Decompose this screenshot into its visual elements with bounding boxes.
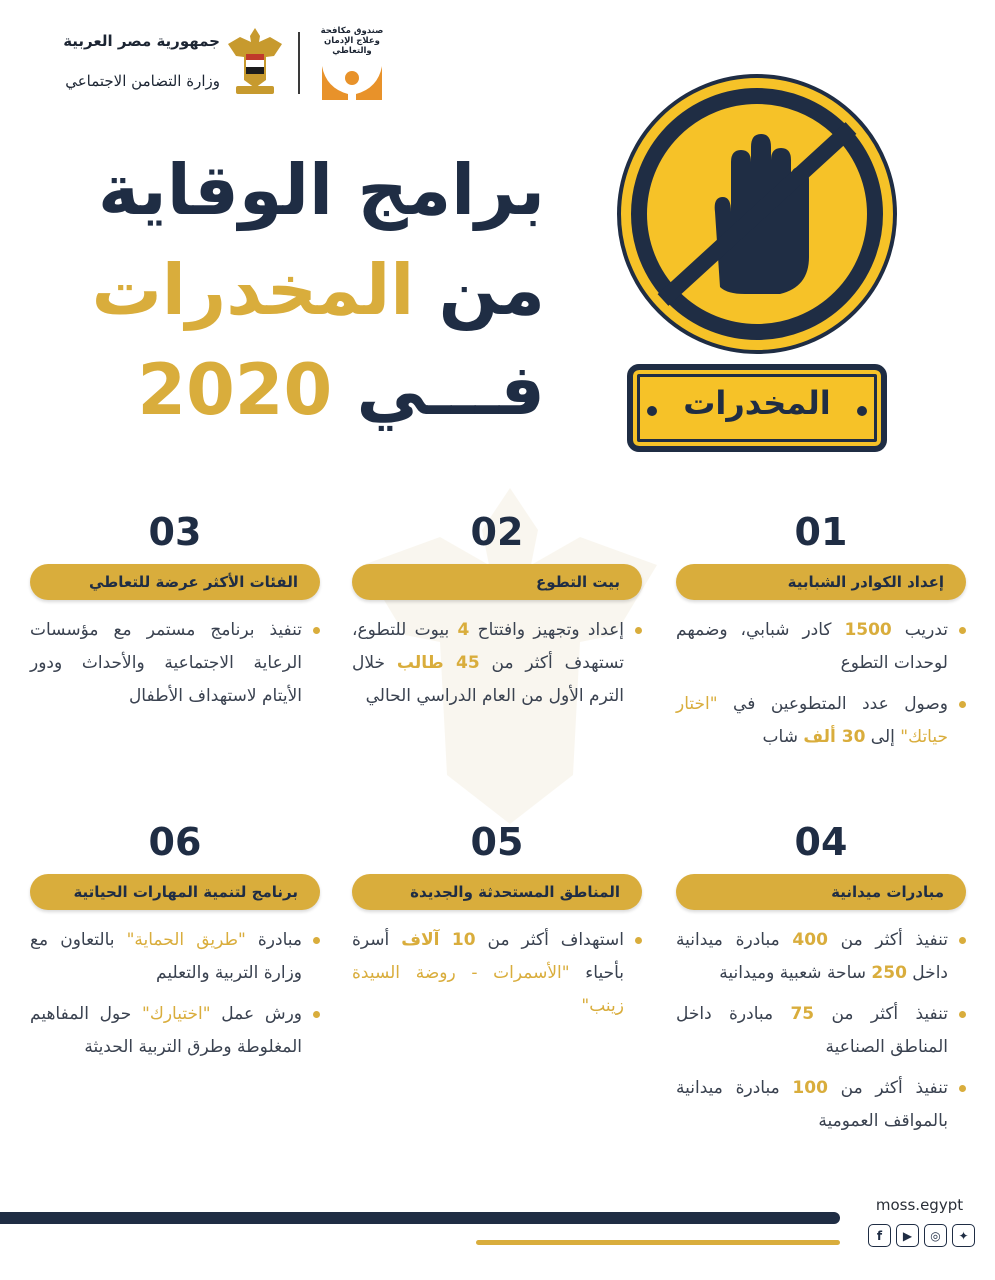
title-line-2 bbox=[60, 240, 545, 340]
section-list bbox=[676, 614, 966, 754]
section-04 bbox=[676, 818, 966, 1146]
section-05 bbox=[352, 818, 642, 1031]
twitter-icon[interactable]: ✦ bbox=[952, 1224, 975, 1247]
list-item: تنفيذ برنامج مستمر مع مؤسسات الرعاية الاجتماعية والأحداث ودور الأيتام لاستهداف الأطفال bbox=[30, 614, 320, 713]
section-list bbox=[352, 614, 642, 713]
list-item: تنفيذ أكثر من 400 مبادرة ميدانية داخل 250 ساحة شعبية وميدانية bbox=[676, 924, 966, 990]
fund-name: صندوق مكافحة وعلاج الإدمان والتعاطي bbox=[320, 26, 384, 56]
list-item: إعداد وتجهيز وافتتاح 4 بيوت للتطوع، تستهدف أكثر من 45 طالب خلال الترم الأول من العام الدراسي الحالي bbox=[352, 614, 642, 713]
list-item: وصول عدد المتطوعين في "اختار حياتك" إلى 30 ألف شاب bbox=[676, 688, 966, 754]
title-line-2-b: المخدرات bbox=[91, 249, 415, 331]
section-number: 03 bbox=[148, 510, 202, 554]
section-list bbox=[30, 614, 320, 713]
section-list bbox=[676, 924, 966, 1138]
section-number: 04 bbox=[794, 820, 848, 864]
list-item: مبادرة "طريق الحماية" بالتعاون مع وزارة التربية والتعليم bbox=[30, 924, 320, 990]
title-line-3 bbox=[60, 340, 545, 440]
section-01 bbox=[676, 508, 966, 762]
section-heading: الفئات الأكثر عرضة للتعاطي bbox=[30, 564, 320, 600]
section-02 bbox=[352, 508, 642, 721]
fund-logo bbox=[312, 24, 392, 102]
footer-accent-bar bbox=[476, 1240, 840, 1245]
ministry-name: جمهورية مصر العربية bbox=[63, 32, 220, 50]
title-year: 2020 bbox=[137, 349, 333, 431]
section-heading: مبادرات ميدانية bbox=[676, 874, 966, 910]
section-06 bbox=[30, 818, 320, 1072]
section-heading: برنامج لتنمية المهارات الحياتية bbox=[30, 874, 320, 910]
drugs-label: المخدرات bbox=[683, 384, 831, 422]
title-line-1: برامج الوقاية bbox=[97, 149, 545, 231]
header-logos bbox=[30, 22, 400, 112]
list-item: ورش عمل "اختيارك" حول المفاهيم المغلوطة وطرق التربية الحديثة bbox=[30, 998, 320, 1064]
stop-hand-sign-icon bbox=[615, 72, 900, 357]
drugs-plate bbox=[627, 364, 887, 452]
social-handle[interactable]: moss.egypt bbox=[875, 1196, 964, 1214]
facebook-icon[interactable]: f bbox=[868, 1224, 891, 1247]
section-number: 05 bbox=[470, 820, 524, 864]
main-title bbox=[60, 140, 545, 440]
social-icons bbox=[868, 1224, 978, 1248]
instagram-icon[interactable]: ◎ bbox=[924, 1224, 947, 1247]
section-03 bbox=[30, 508, 320, 721]
list-item: استهداف أكثر من 10 آلاف أسرة بأحياء "الأسمرات - روضة السيدة زينب" bbox=[352, 924, 642, 1023]
list-item: تنفيذ أكثر من 100 مبادرة ميدانية بالمواقف العمومية bbox=[676, 1072, 966, 1138]
section-list bbox=[30, 924, 320, 1064]
title-line-2-a: من bbox=[414, 249, 545, 331]
section-heading: إعداد الكوادر الشبابية bbox=[676, 564, 966, 600]
section-number: 06 bbox=[148, 820, 202, 864]
list-item: تنفيذ أكثر من 75 مبادرة داخل المناطق الصناعية bbox=[676, 998, 966, 1064]
hands-icon bbox=[318, 60, 386, 100]
list-item: تدريب 1500 كادر شبابي، وضمهم لوحدات التطوع bbox=[676, 614, 966, 680]
ministry-subtitle: وزارة التضامن الاجتماعي bbox=[65, 72, 220, 90]
section-number: 02 bbox=[470, 510, 524, 554]
section-number: 01 bbox=[794, 510, 848, 554]
section-list bbox=[352, 924, 642, 1023]
youtube-icon[interactable]: ▶ bbox=[896, 1224, 919, 1247]
section-heading: المناطق المستحدثة والجديدة bbox=[352, 874, 642, 910]
footer-bar bbox=[0, 1212, 840, 1224]
section-heading: بيت التطوع bbox=[352, 564, 642, 600]
egypt-eagle-icon bbox=[226, 24, 284, 98]
header-separator bbox=[298, 32, 300, 94]
title-line-3-a: فـــي bbox=[332, 349, 545, 431]
